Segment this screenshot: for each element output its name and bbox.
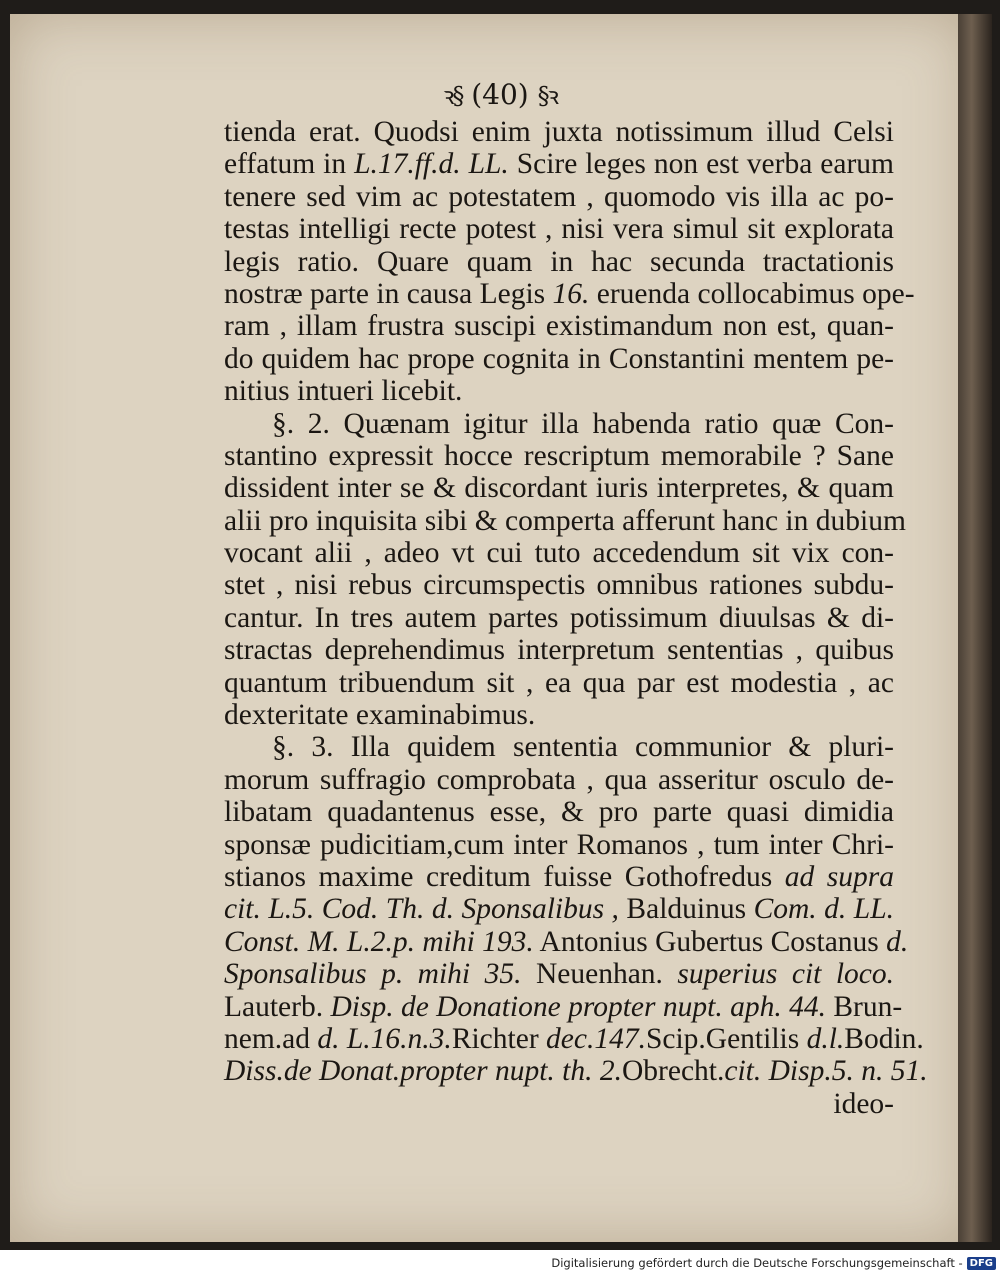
text-line <box>224 634 894 666</box>
text-segment: Richter <box>451 1022 547 1055</box>
text-line <box>224 537 894 569</box>
text-segment: dissident inter se & discordant iuris interpretes, & quam <box>224 472 894 505</box>
text-segment: nostræ parte in causa Legis <box>224 277 553 310</box>
text-segment: tenere sed vim ac potestatem , quomodo vis illa ac po- <box>224 180 894 213</box>
citation-italic: superius cit loco. <box>677 958 894 991</box>
text-line <box>224 213 894 245</box>
text-line <box>224 375 894 407</box>
text-segment: Neuenhan. <box>521 958 678 991</box>
text-segment: stantino expressit hocce rescriptum memorabile ? Sane <box>224 439 894 472</box>
text-segment: Antonius Gubertus Costanus <box>533 925 887 958</box>
text-segment: Obrecht. <box>621 1055 725 1088</box>
citation-italic: ad supra <box>784 860 894 893</box>
citation-italic: cit. L.5. Cod. Th. d. Sponsalibus , <box>224 893 619 926</box>
citation-italic: cit. Disp.5. n. 51. <box>724 1055 928 1088</box>
text-line <box>224 343 894 375</box>
digitization-footer <box>551 1253 996 1273</box>
text-line <box>224 667 894 699</box>
text-segment: §. 3. Illa quidem sententia communior & pluri- <box>272 731 894 764</box>
text-line <box>224 958 894 990</box>
text-line <box>224 408 894 440</box>
text-segment: Lauterb. <box>224 990 331 1023</box>
text-segment: vocant alii , adeo vt cui tuto accedendum sit vix con- <box>224 537 894 570</box>
text-segment: §. 2. Quænam igitur illa habenda ratio quæ Con- <box>272 407 894 440</box>
text-line <box>224 602 894 634</box>
text-line <box>224 440 894 472</box>
text-line <box>224 1088 894 1120</box>
citation-italic: Disp. de Donatione propter nupt. aph. 44. <box>330 990 826 1023</box>
text-segment: nem.ad <box>224 1022 318 1055</box>
text-segment: libatam quadantenus esse, & pro parte quasi dimidia <box>224 796 894 829</box>
text-line <box>224 181 894 213</box>
page-header <box>0 78 1000 112</box>
text-segment: stractas deprehendimus interpretum sententias , quibus <box>224 634 894 667</box>
book-gutter <box>958 14 992 1242</box>
body-text <box>224 116 928 1120</box>
ornament-left: ꝛ§ <box>442 82 463 110</box>
text-line <box>224 990 903 1023</box>
text-segment: eruenda collocabimus ope- <box>589 277 915 310</box>
citation-italic: 16. <box>552 277 590 310</box>
text-segment: sponsæ pudicitiam,cum inter Romanos , tum inter Chri- <box>224 828 894 861</box>
text-segment: stianos maxime creditum fuisse Gothofredus <box>224 860 785 893</box>
citation-italic: L.17.ff.d. LL. <box>354 148 509 181</box>
citation-italic: dec.147. <box>546 1022 646 1055</box>
text-line <box>224 116 894 148</box>
text-segment: Balduinus <box>618 893 754 926</box>
text-segment: legis ratio. Quare quam in hac secunda tractationis <box>224 245 894 278</box>
text-segment: alii pro inquisita sibi & comperta afferunt hanc in dubium <box>224 504 906 537</box>
text-segment: Scip.Gentilis <box>645 1022 807 1055</box>
citation-italic: Const. M. L.2.p. mihi 193. <box>224 925 534 958</box>
citation-italic: d. <box>886 925 909 958</box>
text-segment: nitius intueri licebit. <box>224 375 463 408</box>
page-number: (40) <box>471 78 529 111</box>
text-line <box>224 277 915 310</box>
text-line <box>224 764 894 796</box>
text-line <box>224 569 894 601</box>
citation-italic: Com. d. LL. <box>753 893 894 926</box>
text-line <box>224 1022 924 1055</box>
text-segment: Scire leges non est verba earum <box>508 148 894 181</box>
citation-italic: Diss.de Donat.propter nupt. th. 2. <box>224 1055 622 1088</box>
text-segment: ideo- <box>833 1087 894 1120</box>
citation-italic: d.l. <box>806 1022 845 1055</box>
text-line <box>224 893 894 925</box>
text-segment: do quidem hac prope cognita in Constantini mentem pe- <box>224 342 894 375</box>
text-line <box>224 925 909 958</box>
text-line <box>224 1055 928 1088</box>
text-line <box>224 861 894 893</box>
text-segment: morum suffragio comprobata , qua asseritur osculo de- <box>224 763 894 796</box>
text-line <box>224 148 894 180</box>
ornament-right: §ꝛ <box>537 82 558 110</box>
text-line <box>224 796 894 828</box>
text-line <box>224 310 894 342</box>
text-segment: testas intelligi recte potest , nisi vera simul sit explorata <box>224 213 894 246</box>
text-segment: Bodin. <box>844 1022 924 1055</box>
text-segment: stet , nisi rebus circumspectis omnibus rationes subdu- <box>224 569 894 602</box>
text-segment: effatum in <box>224 148 355 181</box>
text-line <box>224 246 894 278</box>
dfg-logo: DFG <box>967 1257 996 1270</box>
footer-credit: Digitalisierung gefördert durch die Deutsche Forschungsgemeinschaft - <box>551 1256 963 1270</box>
text-line <box>224 829 894 861</box>
text-line <box>224 472 894 504</box>
citation-italic: Sponsalibus p. mihi 35. <box>224 958 522 991</box>
text-segment: cantur. In tres autem partes potissimum diuulsas & di- <box>224 601 894 634</box>
citation-italic: d. L.16.n.3. <box>317 1022 452 1055</box>
text-line <box>224 504 906 537</box>
text-segment: Brun- <box>825 990 903 1023</box>
text-segment: quantum tribuendum sit , ea qua par est modestia , ac <box>224 666 894 699</box>
text-line <box>224 699 894 731</box>
text-segment: tienda erat. Quodsi enim juxta notissimum illud Celsi <box>224 116 894 148</box>
text-line <box>224 731 894 763</box>
text-segment: ram , illam frustra suscipi existimandum non est, quan- <box>224 310 894 343</box>
text-segment: dexteritate examinabimus. <box>224 699 536 732</box>
